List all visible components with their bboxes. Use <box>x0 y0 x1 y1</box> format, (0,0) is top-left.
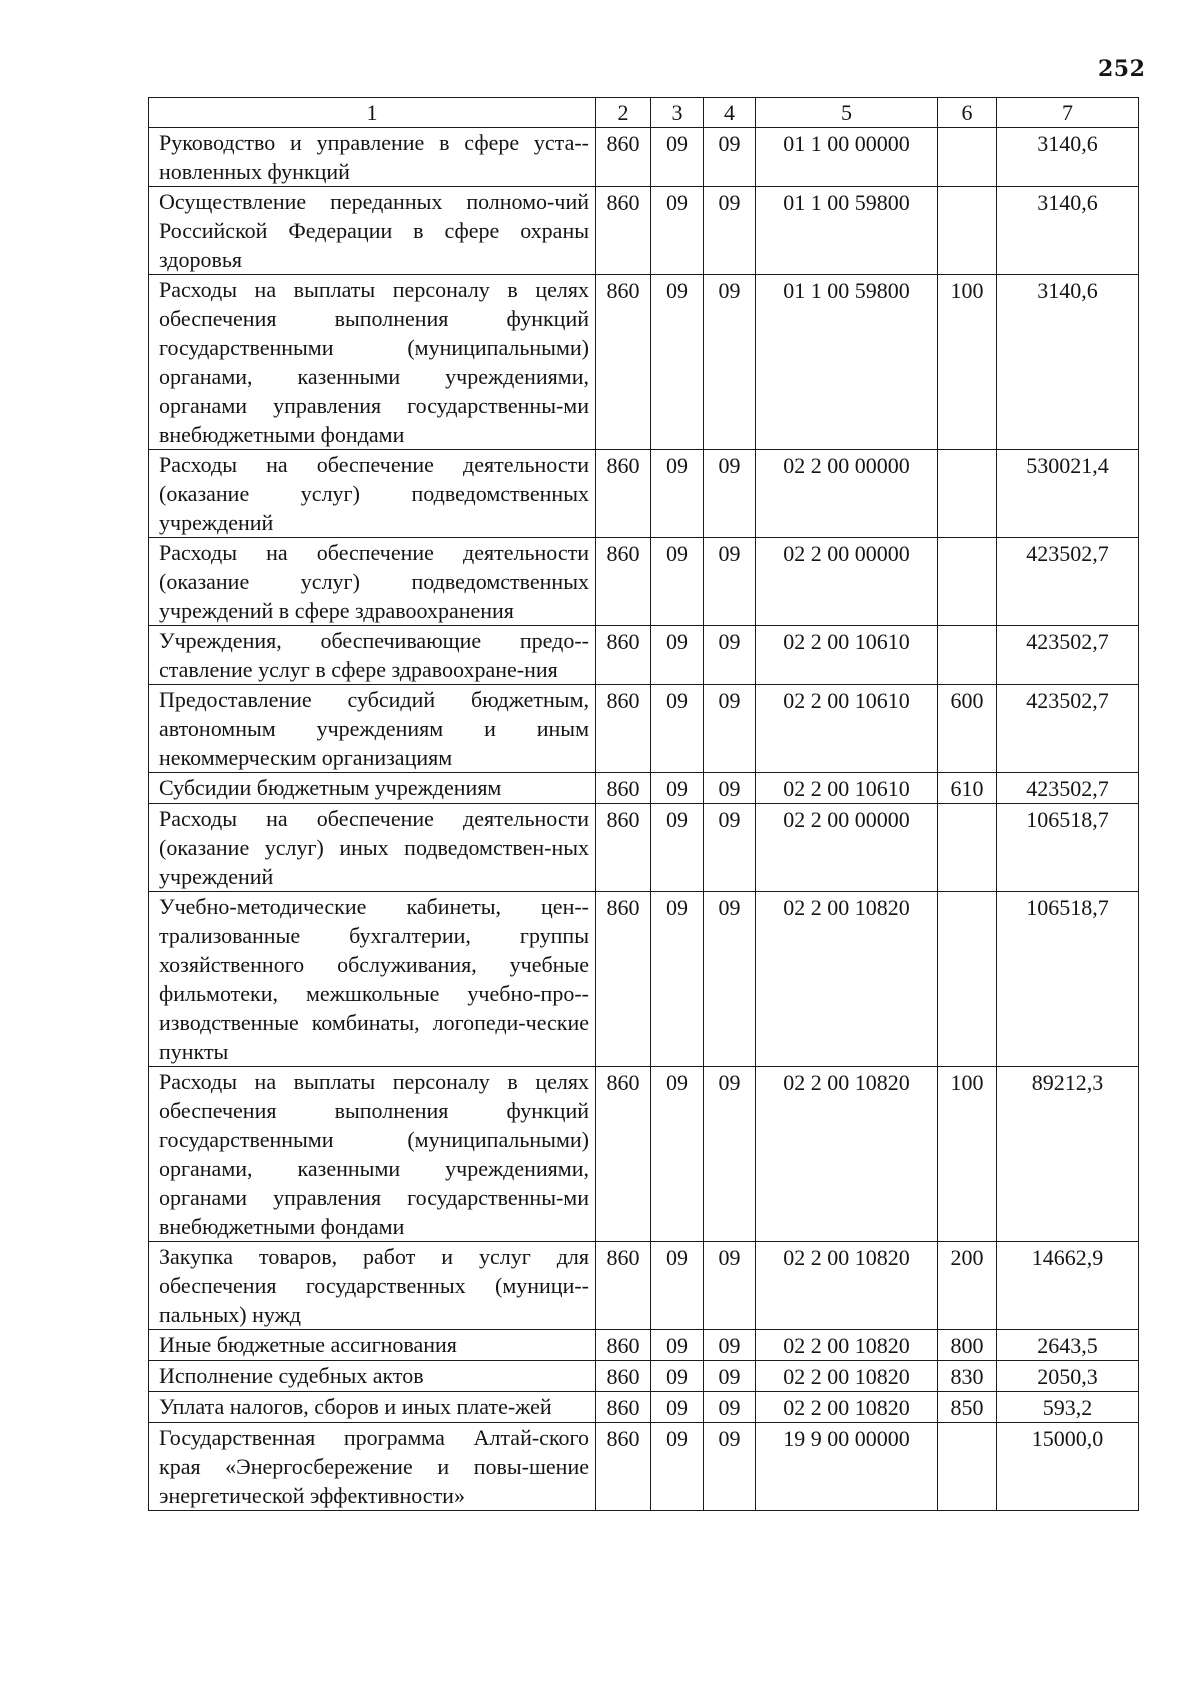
target-item-code-cell: 02 2 00 10820 <box>756 1361 938 1392</box>
expense-type-cell: 600 <box>938 685 997 773</box>
subsection-code-cell: 09 <box>704 685 756 773</box>
amount-cell: 3140,6 <box>997 187 1139 275</box>
amount-cell: 530021,4 <box>997 450 1139 538</box>
table-row <box>149 1242 1139 1330</box>
ministry-code-cell: 860 <box>596 773 651 804</box>
section-code-cell: 09 <box>651 626 704 685</box>
subsection-code-cell: 09 <box>704 892 756 1067</box>
subsection-code-cell: 09 <box>704 1330 756 1361</box>
table-row <box>149 1067 1139 1242</box>
column-header-4: 4 <box>704 98 756 128</box>
ministry-code-cell: 860 <box>596 1067 651 1242</box>
ministry-code-cell: 860 <box>596 1392 651 1423</box>
subsection-code-cell: 09 <box>704 1361 756 1392</box>
target-item-code-cell: 01 1 00 00000 <box>756 128 938 187</box>
amount-cell: 423502,7 <box>997 626 1139 685</box>
subsection-code-cell: 09 <box>704 187 756 275</box>
section-code-cell: 09 <box>651 685 704 773</box>
amount-cell: 423502,7 <box>997 773 1139 804</box>
subsection-code-cell: 09 <box>704 538 756 626</box>
subsection-code-cell: 09 <box>704 804 756 892</box>
item-name-cell: Государственная программа Алтай-ского края «Энергосбережение и повы-шение энергетической эффективности» <box>149 1423 596 1511</box>
table-row <box>149 1330 1139 1361</box>
expense-type-cell: 100 <box>938 1067 997 1242</box>
amount-cell: 106518,7 <box>997 804 1139 892</box>
section-code-cell: 09 <box>651 128 704 187</box>
item-name-cell: Руководство и управление в сфере уста-новленных функций <box>149 128 596 187</box>
section-code-cell: 09 <box>651 275 704 450</box>
target-item-code-cell: 02 2 00 10610 <box>756 626 938 685</box>
expense-type-cell: 830 <box>938 1361 997 1392</box>
target-item-code-cell: 02 2 00 10820 <box>756 1242 938 1330</box>
amount-cell: 89212,3 <box>997 1067 1139 1242</box>
ministry-code-cell: 860 <box>596 804 651 892</box>
expense-type-cell: 100 <box>938 275 997 450</box>
ministry-code-cell: 860 <box>596 1242 651 1330</box>
table-row <box>149 626 1139 685</box>
amount-cell: 593,2 <box>997 1392 1139 1423</box>
item-name-cell: Расходы на выплаты персоналу в целях обеспечения выполнения функций государственными (муниципальными) органами, казенными учреждениями, органами управления государственны-ми внебюджетными фондами <box>149 275 596 450</box>
amount-cell: 423502,7 <box>997 538 1139 626</box>
subsection-code-cell: 09 <box>704 773 756 804</box>
target-item-code-cell: 02 2 00 00000 <box>756 450 938 538</box>
section-code-cell: 09 <box>651 1361 704 1392</box>
budget-table <box>148 97 1139 1511</box>
item-name-cell: Учреждения, обеспечивающие предо-ставление услуг в сфере здравоохране-ния <box>149 626 596 685</box>
amount-cell: 2050,3 <box>997 1361 1139 1392</box>
ministry-code-cell: 860 <box>596 1423 651 1511</box>
ministry-code-cell: 860 <box>596 538 651 626</box>
column-header-2: 2 <box>596 98 651 128</box>
subsection-code-cell: 09 <box>704 450 756 538</box>
amount-cell: 3140,6 <box>997 275 1139 450</box>
section-code-cell: 09 <box>651 1392 704 1423</box>
section-code-cell: 09 <box>651 773 704 804</box>
column-header-3: 3 <box>651 98 704 128</box>
table-row <box>149 773 1139 804</box>
expense-type-cell <box>938 626 997 685</box>
table-row <box>149 1423 1139 1511</box>
table-row <box>149 187 1139 275</box>
item-name-cell: Расходы на обеспечение деятельности (оказание услуг) иных подведомствен-ных учреждений <box>149 804 596 892</box>
expense-type-cell <box>938 1423 997 1511</box>
subsection-code-cell: 09 <box>704 275 756 450</box>
header-row <box>149 98 1139 128</box>
target-item-code-cell: 02 2 00 10820 <box>756 1330 938 1361</box>
table-row <box>149 538 1139 626</box>
column-header-1: 1 <box>149 98 596 128</box>
ministry-code-cell: 860 <box>596 685 651 773</box>
item-name-cell: Расходы на обеспечение деятельности (оказание услуг) подведомственных учреждений в сфере здравоохранения <box>149 538 596 626</box>
subsection-code-cell: 09 <box>704 128 756 187</box>
subsection-code-cell: 09 <box>704 626 756 685</box>
item-name-cell: Закупка товаров, работ и услуг для обеспечения государственных (муници-пальных) нужд <box>149 1242 596 1330</box>
expense-type-cell: 850 <box>938 1392 997 1423</box>
table-row <box>149 275 1139 450</box>
amount-cell: 106518,7 <box>997 892 1139 1067</box>
target-item-code-cell: 02 2 00 10820 <box>756 1067 938 1242</box>
section-code-cell: 09 <box>651 804 704 892</box>
target-item-code-cell: 02 2 00 10820 <box>756 1392 938 1423</box>
ministry-code-cell: 860 <box>596 1330 651 1361</box>
column-header-5: 5 <box>756 98 938 128</box>
expense-type-cell: 200 <box>938 1242 997 1330</box>
target-item-code-cell: 02 2 00 10610 <box>756 773 938 804</box>
subsection-code-cell: 09 <box>704 1067 756 1242</box>
subsection-code-cell: 09 <box>704 1423 756 1511</box>
table-row <box>149 804 1139 892</box>
expense-type-cell <box>938 128 997 187</box>
amount-cell: 15000,0 <box>997 1423 1139 1511</box>
expense-type-cell <box>938 538 997 626</box>
item-name-cell: Уплата налогов, сборов и иных плате-жей <box>149 1392 596 1423</box>
expense-type-cell <box>938 187 997 275</box>
item-name-cell: Субсидии бюджетным учреждениям <box>149 773 596 804</box>
expense-type-cell: 800 <box>938 1330 997 1361</box>
expense-type-cell <box>938 892 997 1067</box>
ministry-code-cell: 860 <box>596 187 651 275</box>
table-row <box>149 450 1139 538</box>
target-item-code-cell: 02 2 00 00000 <box>756 804 938 892</box>
expense-type-cell <box>938 804 997 892</box>
section-code-cell: 09 <box>651 450 704 538</box>
item-name-cell: Иные бюджетные ассигнования <box>149 1330 596 1361</box>
subsection-code-cell: 09 <box>704 1392 756 1423</box>
table-body <box>149 128 1139 1511</box>
section-code-cell: 09 <box>651 1330 704 1361</box>
amount-cell: 2643,5 <box>997 1330 1139 1361</box>
column-header-6: 6 <box>938 98 997 128</box>
table-row <box>149 685 1139 773</box>
item-name-cell: Осуществление переданных полномо-чий Российской Федерации в сфере охраны здоровья <box>149 187 596 275</box>
table-header <box>149 98 1139 128</box>
ministry-code-cell: 860 <box>596 626 651 685</box>
section-code-cell: 09 <box>651 1067 704 1242</box>
target-item-code-cell: 01 1 00 59800 <box>756 275 938 450</box>
table-row <box>149 892 1139 1067</box>
table-row <box>149 1392 1139 1423</box>
section-code-cell: 09 <box>651 187 704 275</box>
subsection-code-cell: 09 <box>704 1242 756 1330</box>
ministry-code-cell: 860 <box>596 275 651 450</box>
item-name-cell: Исполнение судебных актов <box>149 1361 596 1392</box>
page-number: 252 <box>1098 56 1146 82</box>
ministry-code-cell: 860 <box>596 892 651 1067</box>
item-name-cell: Предоставление субсидий бюджетным, автономным учреждениям и иным некоммерческим организациям <box>149 685 596 773</box>
ministry-code-cell: 860 <box>596 450 651 538</box>
item-name-cell: Учебно-методические кабинеты, цен-трализованные бухгалтерии, группы хозяйственного обслуживания, учебные фильмотеки, межшкольные учебно-про-изводственные комбинаты, логопеди-ческие пункты <box>149 892 596 1067</box>
amount-cell: 3140,6 <box>997 128 1139 187</box>
item-name-cell: Расходы на выплаты персоналу в целях обеспечения выполнения функций государственными (муниципальными) органами, казенными учреждениями, органами управления государственны-ми внебюджетными фондами <box>149 1067 596 1242</box>
target-item-code-cell: 02 2 00 10820 <box>756 892 938 1067</box>
section-code-cell: 09 <box>651 892 704 1067</box>
column-header-7: 7 <box>997 98 1139 128</box>
target-item-code-cell: 02 2 00 10610 <box>756 685 938 773</box>
item-name-cell: Расходы на обеспечение деятельности (оказание услуг) подведомственных учреждений <box>149 450 596 538</box>
table-row <box>149 128 1139 187</box>
ministry-code-cell: 860 <box>596 1361 651 1392</box>
target-item-code-cell: 19 9 00 00000 <box>756 1423 938 1511</box>
expense-type-cell: 610 <box>938 773 997 804</box>
target-item-code-cell: 01 1 00 59800 <box>756 187 938 275</box>
table-row <box>149 1361 1139 1392</box>
section-code-cell: 09 <box>651 538 704 626</box>
amount-cell: 423502,7 <box>997 685 1139 773</box>
amount-cell: 14662,9 <box>997 1242 1139 1330</box>
target-item-code-cell: 02 2 00 00000 <box>756 538 938 626</box>
ministry-code-cell: 860 <box>596 128 651 187</box>
section-code-cell: 09 <box>651 1242 704 1330</box>
expense-type-cell <box>938 450 997 538</box>
section-code-cell: 09 <box>651 1423 704 1511</box>
